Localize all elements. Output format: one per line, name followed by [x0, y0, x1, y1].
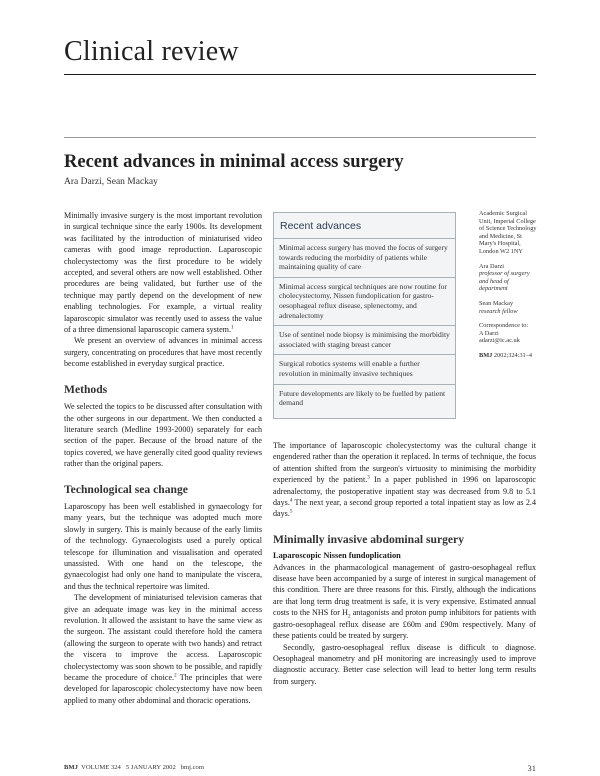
footer-date: 5 JANUARY 2002 — [125, 764, 176, 771]
article-authors: Ara Darzi, Sean Mackay — [64, 177, 158, 187]
author-2-role: research fellow — [479, 307, 518, 315]
right-paragraph-1: The importance of laparoscopic cholecystectomy was the cultural change it engendered rather than the operation it replaced. In terms of technique, the focus of attention shifted from the surgeon's virtuosity to minimising the morbidity experienced by the patient.$^3$ In a paper published in 1996 on laparoscopic adrenalectomy, the postoperative inpatient stay was decreased from 9.8 to 5.1 days.$^4$ The next year, a second group reported a total inpatient stay as low as 2.4 days.$^5$ — [273, 441, 536, 519]
tech-paragraph-2: The development of miniaturised television cameras that give an adequate image was key in the minimal access revolution. It allowed the assistant to have the same view as the surgeon. The assistant could therefore hold the camera (allowing the surgeon to operate with two hands) and retract the viscera to improve the access. Laparoscopic cholecystectomy was soon shown to be possible, and rapidly became the procedure of choice.$^2$ The principles that were developed for laparoscopic cholecystectomy have now been applied to many other abdominal and thoracic operations. — [64, 593, 262, 705]
correspondence — [479, 322, 537, 345]
correspondence-name: A Darzi — [479, 329, 499, 337]
methods-paragraph: We selected the topics to be discussed after consultation with the other surgeons in our department. We then conducted a literature search (Medline 1993-2000) separately for each section of the paper. Because of the broad nature of the topics covered, we have generally cited good quality reviews rather than the original papers. — [64, 402, 262, 469]
page-number: 31 — [527, 763, 536, 773]
nissen-heading: Laparoscopic Nissen fundoplication — [273, 551, 401, 561]
summary-item: Use of sentinel node biopsy is minimising the morbidity associated with staging breast cancer — [274, 325, 455, 354]
correspondence-label: Correspondence to: — [479, 322, 529, 330]
summary-item: Surgical robotics systems will enable a further revolution in minimally invasive techniques — [274, 354, 455, 383]
citation-journal: BMJ — [479, 351, 493, 359]
footer-volume: VOLUME 324 — [81, 764, 121, 771]
section-rule — [64, 74, 536, 75]
nissen-paragraph-1: Advances in the pharmacological management of gastro-oesophageal reflux disease have been accompanied by a surge of interest in surgical management of this condition. There are three reasons for this. Firstly, although the indications are that long term drug treatment is safe, it is very expensive. Estimated annual costs to the NHS for $H_2$ antagonists and proton pump inhibitors for patients with gastro-oesophageal reflux disease are £60m and £90m respectively. Many of these patients could be treated by surgery. — [273, 562, 536, 641]
tech-heading: Technological sea change — [64, 482, 188, 496]
summary-item: Minimal access surgical techniques are now routine for cholecystectomy, Nissen fundoplication for gastro-oesophageal reflux disease, splenectomy, and adrenalectomy — [274, 277, 455, 325]
affiliation: Academic Surgical Unit, Imperial College of Science Technology and Medicine, St Mary's Hospital, London W2 1NY — [479, 210, 537, 255]
methods-heading: Methods — [64, 382, 108, 396]
author-1-name: Ara Darzi — [479, 262, 504, 270]
author-1 — [479, 263, 537, 293]
tech-paragraph-1: Laparoscopy has been well established in gynaecology for many years, but the technique was adopted much more slowly in surgery. This is mainly because of the early limits of the technology. Gynaecologists used a purely optical telescope for illumination and visualisation and operated unassisted. With one hand on the telescope, the gynaecologist had only one hand to manipulate the viscera, and thus the technical repertoire was limited. — [64, 501, 262, 591]
summary-box — [273, 212, 456, 419]
summary-item: Minimal access surgery has moved the focus of surgery towards reducing the morbidity of patients while maintaining quality of care — [274, 238, 455, 277]
correspondence-email[interactable]: adarzi@ic.ac.uk — [479, 337, 520, 345]
nissen-paragraph-2: Secondly, gastro-oesophageal reflux disease is difficult to diagnose. Oesophageal manometry and pH monitoring are increasingly used to improve diagnostic accuracy. Better case selection will lead to better long term results from surgery. — [273, 642, 536, 686]
author-1-role: professor of surgery and head of department — [479, 270, 530, 293]
author-2-name: Sean Mackay — [479, 299, 514, 307]
footer-site[interactable]: bmj.com — [180, 764, 204, 771]
author-sidebar — [479, 210, 537, 367]
footer-journal: BMJ — [64, 764, 78, 771]
left-column — [64, 210, 262, 706]
mias-heading: Minimally invasive abdominal surgery — [273, 532, 464, 546]
summary-box-title: Recent advances — [280, 220, 362, 232]
section-label: Clinical review — [64, 36, 239, 67]
page-footer — [64, 764, 536, 771]
author-2 — [479, 300, 537, 315]
summary-item: Future developments are likely to be fuelled by patient demand — [274, 384, 455, 413]
title-rule — [64, 137, 536, 138]
right-column — [273, 440, 536, 687]
citation-ref: 2002;324:31–4 — [493, 351, 533, 359]
intro-paragraph-1: Minimally invasive surgery is the most important revolution in surgical technique since the early 1900s. Its development was facilitated by the introduction of miniaturised video cameras with good image reproduction. Laparoscopic cholecystectomy was the first procedure to be widely accepted, and several others are now well established. Other procedures are being validated, but further use of the technique may partly depend on the development of new enabling technologies. For example, a virtual reality laparoscopic simulator was recently used to assess the value of a three dimensional laparoscopic camera system.$^1$ — [64, 211, 262, 335]
intro-paragraph-2: We present an overview of advances in minimal access surgery, concentrating on procedures that have most recently become established in everyday surgical practice. — [64, 336, 262, 369]
article-title: Recent advances in minimal access surgery — [64, 152, 404, 172]
citation — [479, 352, 537, 360]
